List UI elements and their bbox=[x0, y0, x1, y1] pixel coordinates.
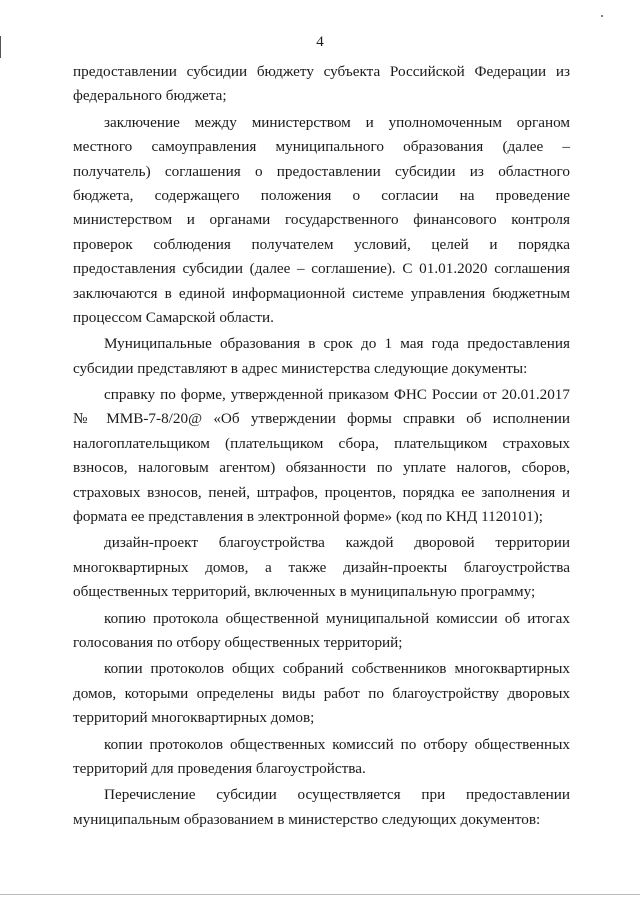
text-line: проверок соблюдения получателем условий, целей и порядка bbox=[73, 235, 570, 253]
text-line: налогоплательщиком (плательщиком сбора, плательщиком страховых bbox=[73, 434, 570, 452]
text-line: общественных территорий, включенных в муниципальную программу; bbox=[73, 583, 536, 601]
paragraph bbox=[73, 783, 570, 832]
text-line: заключение между министерством и уполномоченным органом bbox=[104, 113, 570, 131]
text-line: местного самоуправления муниципального образования (далее – bbox=[73, 138, 570, 156]
text-line: голосования по отбору общественных территорий; bbox=[73, 633, 403, 651]
text-line: субсидии представляют в адрес министерства следующие документы: bbox=[73, 359, 528, 377]
paragraph bbox=[73, 60, 570, 109]
text-line: № ММВ-7-8/20@ «Об утверждении формы справки об исполнении bbox=[73, 410, 570, 428]
text-line: министерством и органами государственного финансового контроля bbox=[73, 211, 570, 229]
text-line: предоставлении субсидии бюджету субъекта Российской Федерации из bbox=[73, 63, 570, 80]
scan-artifact bbox=[0, 894, 640, 895]
text-line: справку по форме, утвержденной приказом ФНС России от 20.01.2017 bbox=[104, 386, 570, 404]
paragraph bbox=[73, 111, 570, 331]
text-line: страховых взносов, пеней, штрафов, процентов, порядка ее заполнения и bbox=[73, 483, 570, 501]
paragraph bbox=[73, 332, 570, 381]
text-line: копии протоколов общественных комиссий по отбору общественных bbox=[104, 735, 570, 753]
text-line: предоставления субсидии (далее – соглашение). С 01.01.2020 соглашения bbox=[73, 260, 570, 278]
text-line: территорий для проведения благоустройства. bbox=[73, 759, 366, 777]
text-line: копии протоколов общих собраний собственников многоквартирных bbox=[104, 660, 570, 678]
text-line: процессом Самарской области. bbox=[73, 308, 274, 326]
text-line: формата ее представления в электронной форме» (код по КНД 1120101); bbox=[73, 508, 543, 526]
text-line: взносов, налоговым агентом) обязанности по уплате налогов, сборов, bbox=[73, 459, 570, 477]
text-line: копию протокола общественной муниципальной комиссии об итогах bbox=[104, 609, 570, 627]
paragraph bbox=[73, 607, 570, 656]
text-line: дизайн-проект благоустройства каждой дворовой территории bbox=[104, 534, 570, 552]
paragraph bbox=[73, 531, 570, 604]
scan-artifact bbox=[601, 15, 603, 17]
scan-artifact bbox=[0, 36, 1, 58]
text-line: территорий многоквартирных домов; bbox=[73, 709, 315, 727]
text-line: заключаются в единой информационной системе управления бюджетным bbox=[73, 284, 570, 302]
text-line: получатель) соглашения о предоставлении субсидии из областного bbox=[73, 162, 570, 180]
text-line: бюджета, содержащего положения о согласии на проведение bbox=[73, 186, 570, 204]
text-line: Муниципальные образования в срок до 1 мая года предоставления bbox=[104, 335, 570, 353]
text-line: многоквартирных домов, а также дизайн-проекты благоустройства bbox=[73, 558, 570, 576]
text-line: Перечисление субсидии осуществляется при предоставлении bbox=[104, 786, 570, 804]
page-number: 4 bbox=[316, 34, 324, 50]
paragraph bbox=[73, 383, 570, 529]
document-body bbox=[73, 60, 570, 832]
text-line: федерального бюджета; bbox=[73, 87, 227, 105]
paragraph bbox=[73, 733, 570, 782]
text-line: муниципальным образованием в министерство следующих документов: bbox=[73, 810, 541, 828]
text-line: домов, которыми определены виды работ по благоустройству дворовых bbox=[73, 684, 570, 702]
paragraph bbox=[73, 657, 570, 730]
